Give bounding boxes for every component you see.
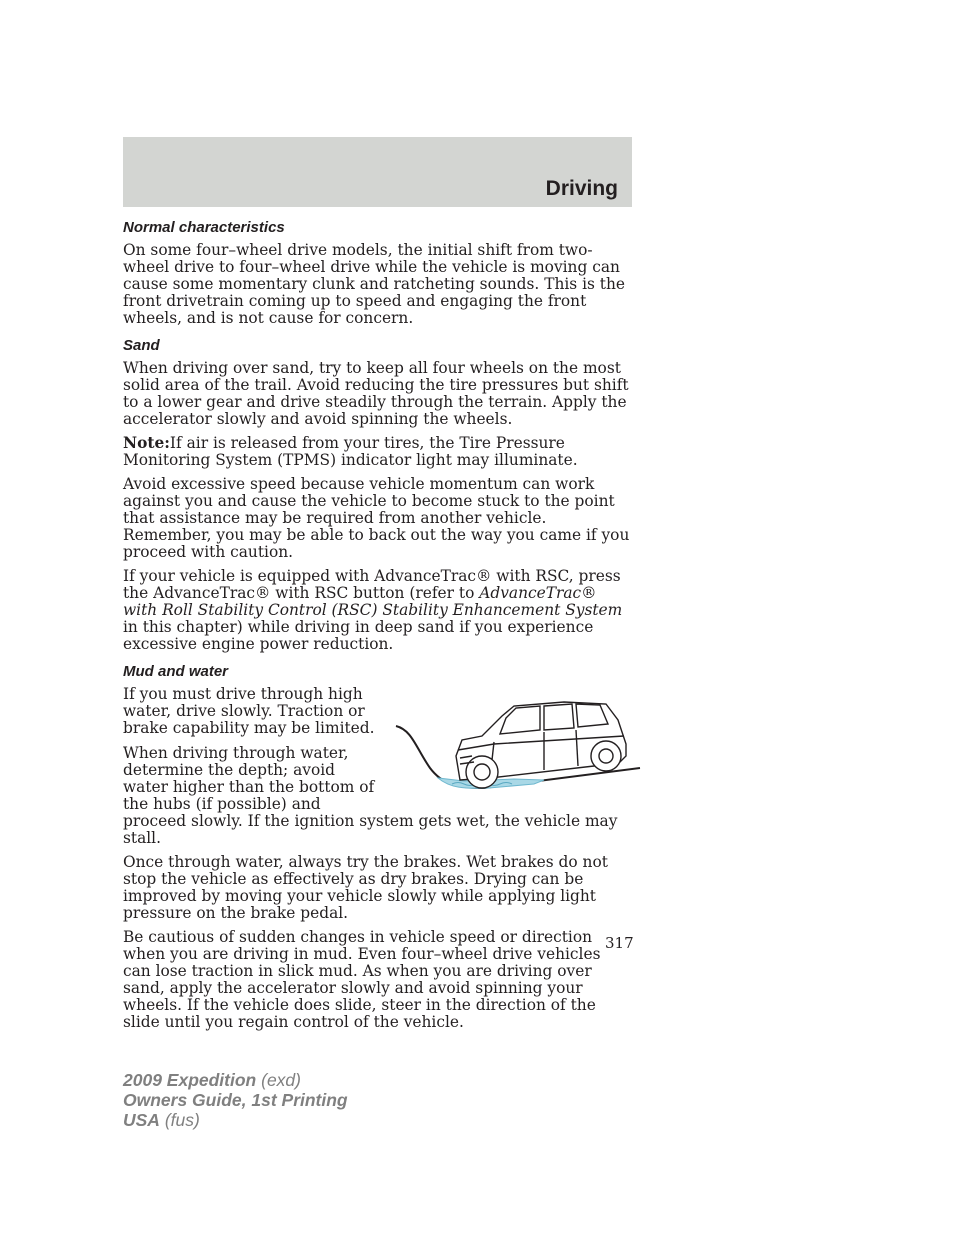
paragraph-sand-2: Avoid excessive speed because vehicle momentum can work against you and cause the vehicle to become stuck to the point that assistance may be required from another vehicle. Remember, you may be able to back out the way you came if you proceed with caution. xyxy=(123,475,630,561)
heading-mud-and-water: Mud and water xyxy=(123,663,229,680)
paragraph-mud-1: If you must drive through high water, drive slowly. Traction or brake capability may be limited. xyxy=(123,685,375,737)
note-tpms xyxy=(123,435,633,469)
footer-model-code: (exd) xyxy=(261,1070,301,1090)
footer-line-market xyxy=(123,1110,348,1130)
heading-sand: Sand xyxy=(123,337,160,354)
paragraph-sand-3 xyxy=(123,568,633,653)
vehicle-in-water-illustration xyxy=(394,692,642,806)
paragraph-sand-3-end: in this chapter) while driving in deep sand if you experience excessive engine power reduction. xyxy=(123,618,594,653)
paragraph-sand-1: When driving over sand, try to keep all four wheels on the most solid area of the trail. Avoid reducing the tire pressures but shift to a lower gear and drive steadily through the terrain. Apply the accelerator slowly and avoid spinning the wheels. xyxy=(123,359,629,428)
paragraph-mud-3: Once through water, always try the brakes. Wet brakes do not stop the vehicle as effectively as dry brakes. Drying can be improved by moving your vehicle slowly while applying light pressure on the brake pedal. xyxy=(123,853,608,922)
section-title: Driving xyxy=(545,177,618,200)
heading-normal-characteristics: Normal characteristics xyxy=(123,219,285,236)
paragraph-sand-3-start: If your vehicle is equipped with AdvanceTrac® with RSC, press the AdvanceTrac® with RSC button (refer to xyxy=(123,567,621,602)
note-label: Note: xyxy=(123,434,170,452)
section-header-band xyxy=(123,137,632,207)
page-number: 317 xyxy=(605,934,634,952)
advancetrac-reference: AdvanceTrac® with Roll Stability Control (RSC) Stability Enhancement System xyxy=(123,584,623,619)
paragraph-normal-characteristics: On some four–wheel drive models, the initial shift from two-wheel drive to four–wheel drive while the vehicle is moving can cause some momentary clunk and ratcheting sounds. This is the front drivetrain coming up to speed and engaging the front wheels, and is not cause for concern. xyxy=(123,241,626,327)
paragraph-mud-4: Be cautious of sudden changes in vehicle speed or direction when you are driving in mud. Even four–wheel drive vehicles can lose traction in slick mud. As when you are driving over sand, apply the accelerator slowly and avoid spinning your wheels. If the vehicle does slide, steer in the direction of the slide until you regain control of the vehicle. xyxy=(123,928,601,1031)
footer-market: USA xyxy=(123,1110,160,1130)
paragraph-mud-2: When driving through water, determine the depth; avoid water higher than the bottom of the hubs (if possible) and proceed slowly. If the ignition system gets wet, the vehicle may stall. xyxy=(123,744,618,847)
footer-guide: Owners Guide, 1st Printing xyxy=(123,1090,348,1110)
note-text: If air is released from your tires, the Tire Pressure Monitoring System (TPMS) indicator light may illuminate. xyxy=(123,434,578,469)
footer-line-guide xyxy=(123,1090,348,1110)
footer-line-model xyxy=(123,1070,348,1090)
page-content xyxy=(123,219,633,1038)
document-footer xyxy=(123,1070,348,1130)
footer-market-code: (fus) xyxy=(164,1110,200,1130)
footer-model: 2009 Expedition xyxy=(123,1070,257,1090)
